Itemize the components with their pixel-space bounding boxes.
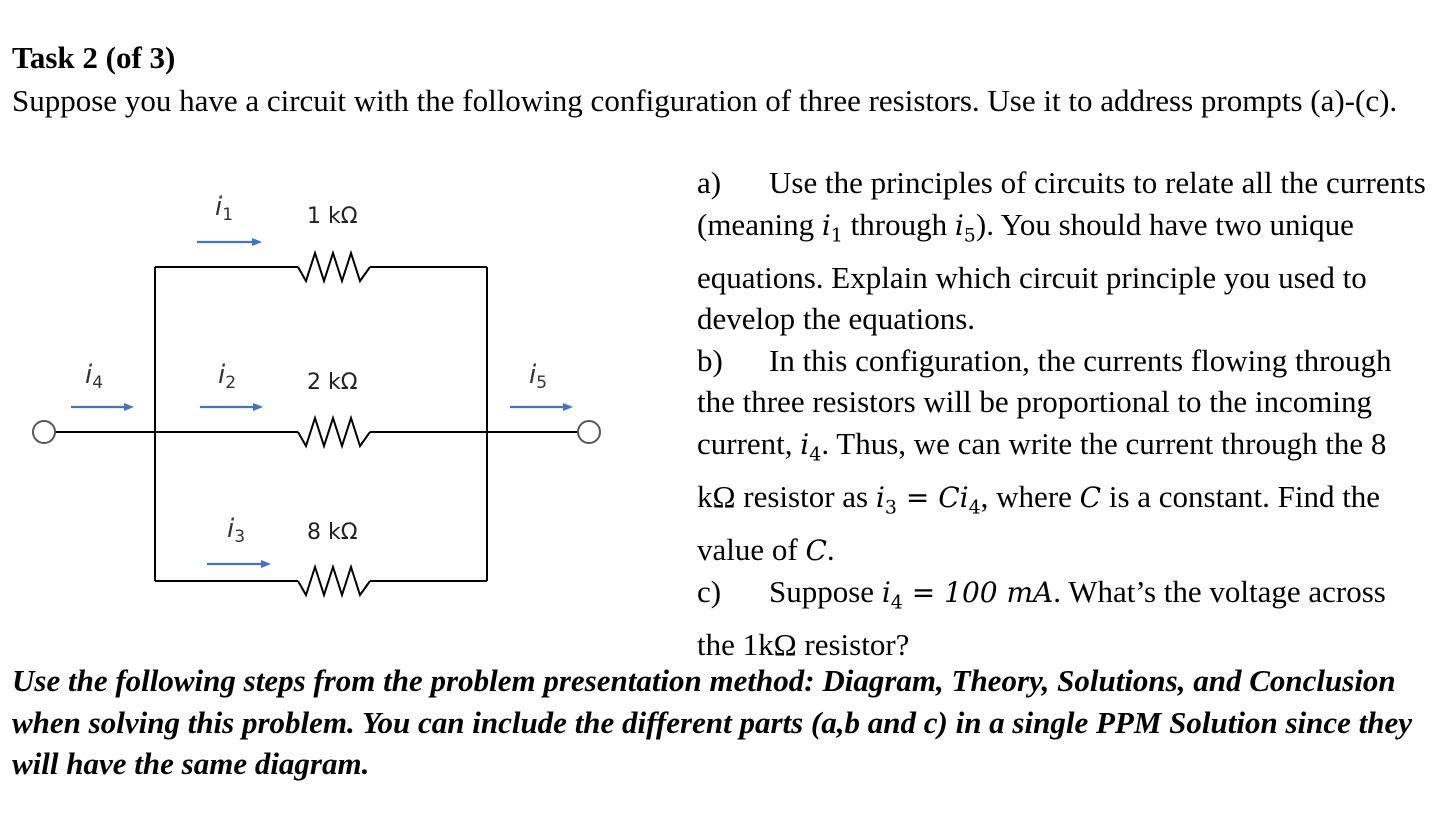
ppm-instructions: Use the following steps from the problem presentation method: Diagram, Theory, Solutions, and Conclusion when solving this problem. You can include the different parts (a,b and c) in a single PPM Solution since they will have the same diagram.: [12, 663, 1413, 781]
resistor-1k-label: 1 kΩ: [307, 204, 358, 229]
prompt-c: c) Suppose $i_4 = 100$ mA. What’s the voltage across the 1kΩ resistor?: [697, 571, 1427, 666]
resistor-2k-label: 2 kΩ: [307, 370, 358, 395]
task-intro: Suppose you have a circuit with the following configuration of three resistors. Use it to address prompts (a)-(c).: [12, 83, 1398, 118]
current-label-i4: i4: [85, 360, 104, 393]
current-label-i1: i1: [215, 192, 234, 225]
arrow-i3: [207, 560, 271, 568]
resistor-1k-symbol: [298, 253, 370, 281]
current-arrows: [71, 238, 573, 568]
prompt-a: a) Use the principles of circuits to relate all the currents (meaning $i_1$ through $i_5$). You should have two unique equations. Explain which circuit principle you used to develop the equations.: [697, 162, 1427, 340]
circuit-diagram: [0, 180, 640, 620]
input-terminal: [33, 421, 55, 443]
task-title: Task 2 (of 3): [12, 40, 176, 75]
prompt-list: [697, 162, 1427, 666]
prompt-c-label: c): [697, 574, 722, 610]
arrow-i5: [510, 403, 573, 411]
current-label-i3: i3: [227, 514, 246, 547]
arrow-i2: [200, 403, 263, 411]
output-terminal: [578, 421, 600, 443]
prompt-a-label: a): [697, 165, 722, 200]
current-label-i2: i2: [218, 360, 237, 393]
resistor-8k-label: 8 kΩ: [307, 520, 358, 545]
arrow-i1: [197, 238, 262, 246]
prompt-b: b) In this configuration, the currents flowing through the three resistors will be proportional to the incoming current, $i_4$. Thus, we can write the current through the 8 kΩ resistor as $i_3 = Ci_4$, where C is a constant. Find the value of C.: [697, 340, 1427, 572]
resistor-2k-symbol: [298, 418, 370, 446]
prompt-b-label: b): [697, 342, 723, 378]
resistor-8k-symbol: [298, 567, 370, 595]
arrow-i4: [71, 403, 134, 411]
current-label-i5: i5: [529, 360, 548, 393]
